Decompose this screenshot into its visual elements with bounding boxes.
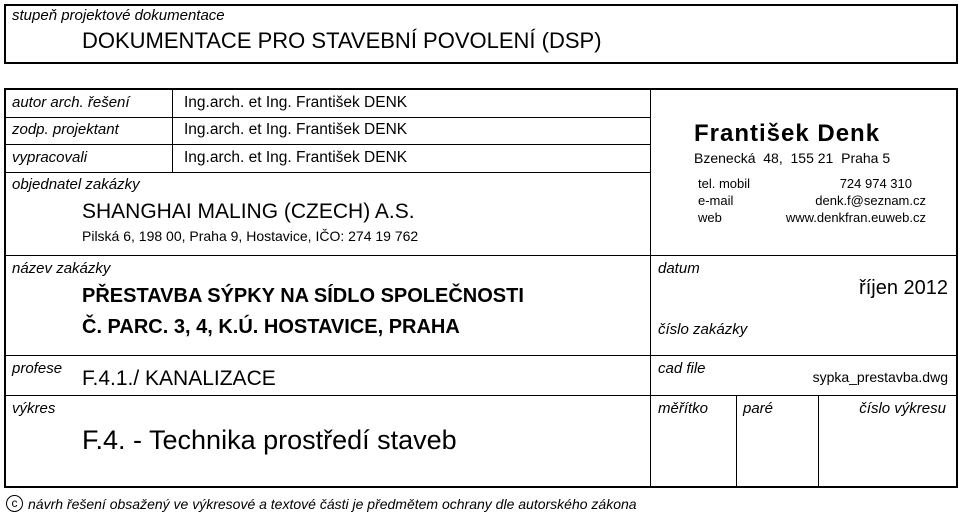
date-value: říjen 2012	[859, 277, 948, 299]
responsible-designer-value: Ing.arch. et Ing. František DENK	[184, 121, 408, 138]
divider-author-col	[172, 88, 173, 172]
author-label: autor arch. řešení	[12, 94, 130, 111]
project-title-line2: Č. PARC. 3, 4, K.Ú. HOSTAVICE, PRAHA	[82, 316, 460, 338]
order-number-label: číslo zakázky	[658, 321, 748, 338]
cad-file-label: cad file	[658, 360, 706, 377]
prepared-by-value: Ing.arch. et Ing. František DENK	[184, 149, 408, 166]
designer-email-label: e-mail	[698, 193, 734, 208]
drawing-number-label: číslo výkresu	[859, 400, 946, 417]
stage-label: stupeň projektové dokumentace	[12, 7, 225, 24]
designer-email: denk.f@seznam.cz	[815, 193, 926, 208]
divider-authors-2	[4, 144, 650, 145]
designer-name: František Denk	[694, 120, 881, 147]
prepared-by-label: vypracovali	[12, 149, 88, 166]
profession-label: profese	[12, 360, 63, 377]
responsible-designer-label: zodp. projektant	[12, 121, 119, 138]
client-address: Pilská 6, 198 00, Praha 9, Hostavice, IČO: 274 19 762	[82, 228, 419, 244]
designer-phone: 724 974 310	[839, 176, 912, 191]
copyright-icon	[6, 495, 23, 512]
divider-right-col	[650, 88, 651, 488]
designer-phone-label: tel. mobil	[698, 176, 751, 191]
copies-label: paré	[743, 400, 774, 417]
scale-label: měřítko	[658, 400, 709, 417]
designer-address: Bzenecká 48, 155 21 Praha 5	[694, 150, 891, 166]
designer-web-label: web	[698, 210, 722, 225]
divider-scale-copies	[736, 395, 737, 488]
copyright-symbol: c	[11, 496, 18, 510]
date-label: datum	[658, 260, 700, 277]
project-label: název zakázky	[12, 260, 111, 277]
drawing-label: výkres	[12, 400, 56, 417]
divider-authors-3	[4, 172, 650, 173]
divider-profession	[4, 395, 958, 396]
cad-file-value: sypka_prestavba.dwg	[812, 369, 948, 385]
profession-value: F.4.1./ KANALIZACE	[82, 367, 276, 390]
divider-copies-number	[818, 395, 819, 488]
divider-project	[4, 355, 958, 356]
client-name: SHANGHAI MALING (CZECH) A.S.	[82, 200, 415, 223]
divider-client	[4, 255, 958, 256]
client-label: objednatel zakázky	[12, 176, 140, 193]
designer-web: www.denkfran.euweb.cz	[785, 210, 926, 225]
author-value: Ing.arch. et Ing. František DENK	[184, 94, 408, 111]
copyright-text: návrh řešení obsažený ve výkresové a textové části je předmětem ochrany dle autorského zákona	[28, 496, 637, 512]
project-title-line1: PŘESTAVBA SÝPKY NA SÍDLO SPOLEČNOSTI	[82, 285, 524, 307]
divider-authors-1	[4, 117, 650, 118]
stage-value: DOKUMENTACE PRO STAVEBNÍ POVOLENÍ (DSP)	[82, 28, 602, 53]
drawing-value: F.4. - Technika prostředí staveb	[82, 425, 457, 455]
